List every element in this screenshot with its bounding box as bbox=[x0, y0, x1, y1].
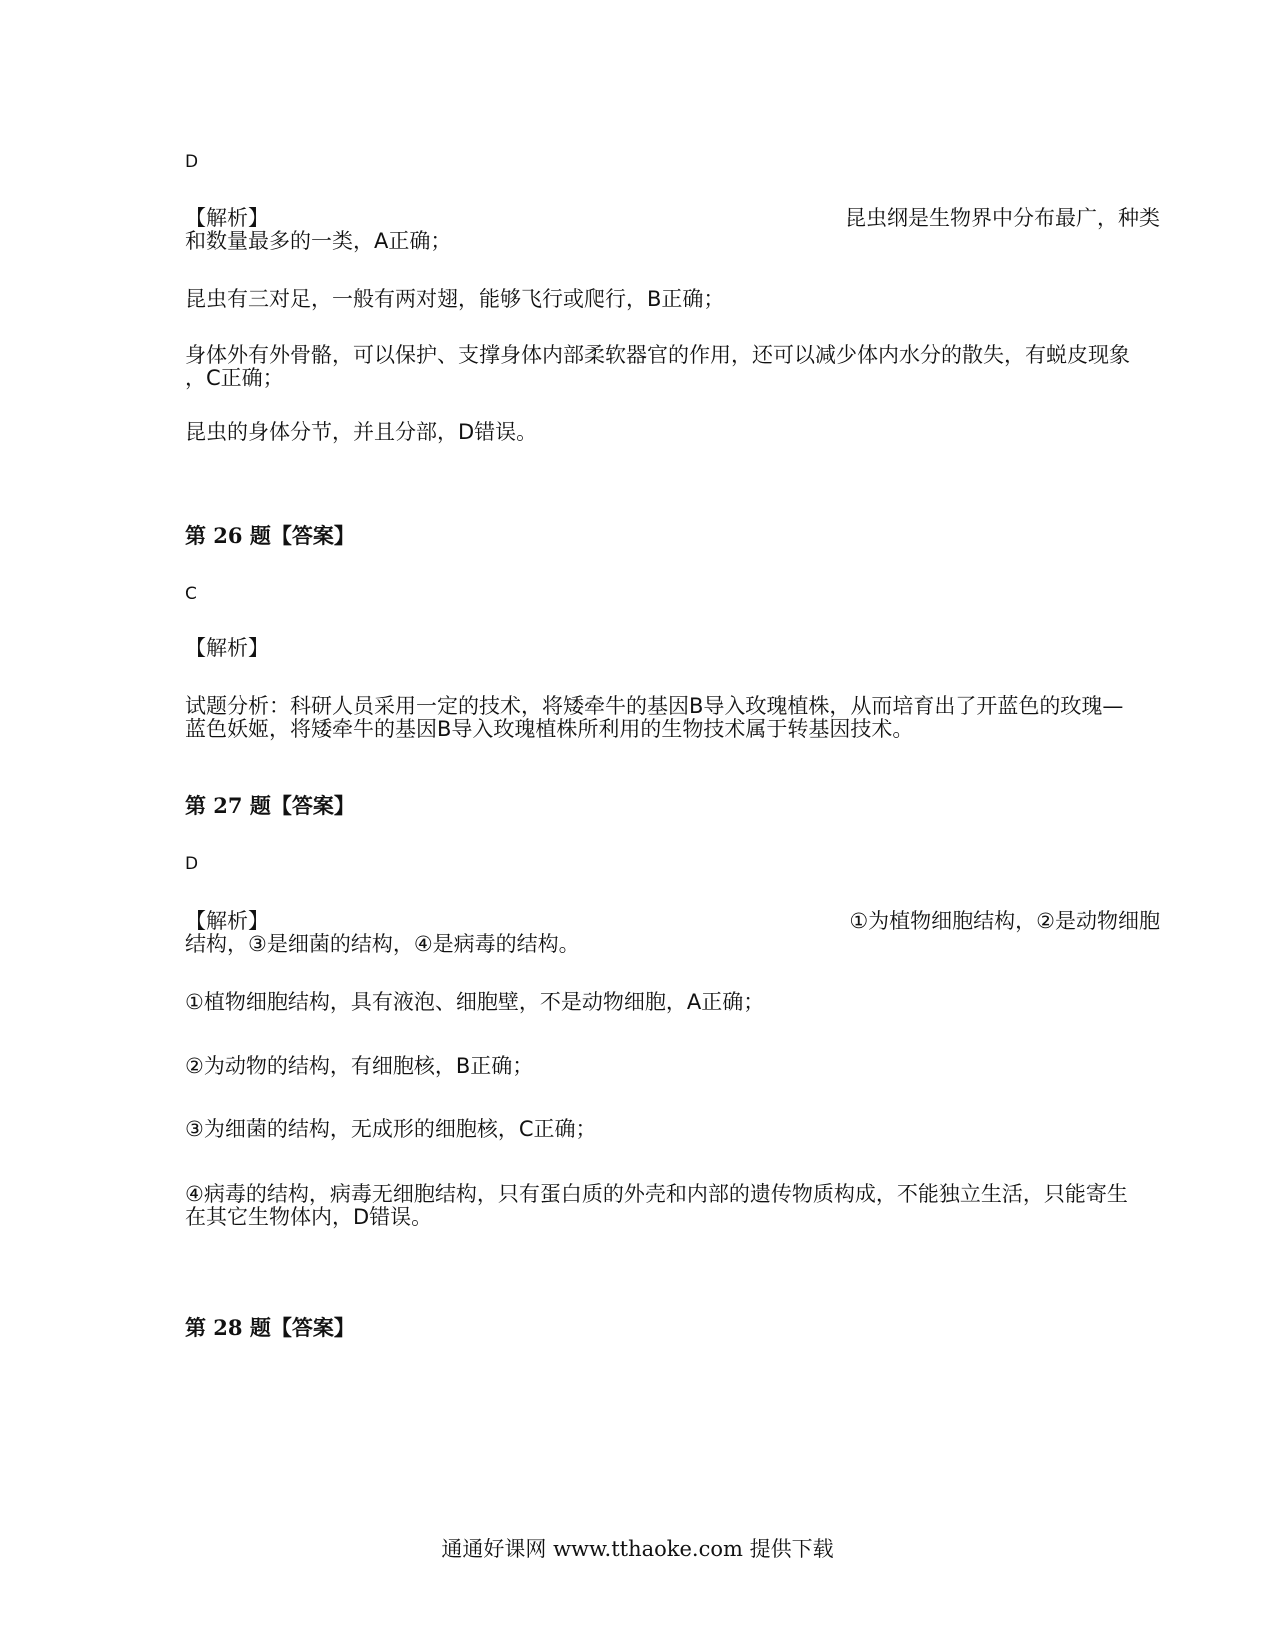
q25-analysis-first-line bbox=[185, 206, 1160, 230]
page-footer: 通通好课网 www.tthaoke.com 提供下载 bbox=[441, 1537, 834, 1561]
q27-answer: D bbox=[185, 854, 199, 874]
q26-heading: 第 26 题【答案】 bbox=[185, 523, 355, 548]
q25-answer: D bbox=[185, 152, 199, 172]
q27-paragraph-plant-cell: ①植物细胞结构，具有液泡、细胞壁，不是动物细胞，A正确； bbox=[185, 990, 765, 1014]
q27-analysis-text-right: ①为植物细胞结构，②是动物细胞 bbox=[849, 909, 1160, 933]
q27-paragraph-animal-cell: ②为动物的结构，有细胞核，B正确； bbox=[185, 1054, 534, 1078]
q25-paragraph-segments: 昆虫的身体分节，并且分部，D错误。 bbox=[185, 420, 538, 444]
q27-paragraph-virus-line1: ④病毒的结构，病毒无细胞结构，只有蛋白质的外壳和内部的遗传物质构成，不能独立生活，只能寄生 bbox=[185, 1182, 1128, 1206]
q28-heading: 第 28 题【答案】 bbox=[185, 1315, 355, 1340]
q27-analysis-second-line: 结构，③是细菌的结构，④是病毒的结构。 bbox=[185, 932, 580, 956]
q26-paragraph-line2: 蓝色妖姬，将矮牵牛的基因B导入玫瑰植株所利用的生物技术属于转基因技术。 bbox=[185, 717, 914, 741]
q25-paragraph-exoskeleton-line1: 身体外有外骨骼，可以保护、支撑身体内部柔软器官的作用，还可以减少体内水分的散失，有蜕皮现象 bbox=[185, 343, 1130, 367]
q26-paragraph-line1: 试题分析：科研人员采用一定的技术，将矮牵牛的基因B导入玫瑰植株，从而培育出了开蓝色的玫瑰— bbox=[185, 694, 1124, 718]
q27-analysis-first-line bbox=[185, 909, 1160, 933]
q27-paragraph-virus-line2: 在其它生物体内，D错误。 bbox=[185, 1205, 433, 1229]
q27-heading: 第 27 题【答案】 bbox=[185, 793, 355, 818]
q25-paragraph-legs: 昆虫有三对足，一般有两对翅，能够飞行或爬行，B正确； bbox=[185, 287, 725, 311]
q25-paragraph-exoskeleton-line2: ，C正确； bbox=[185, 366, 284, 390]
q25-analysis-text-right: 昆虫纲是生物界中分布最广，种类 bbox=[845, 206, 1160, 230]
q27-analysis-label: 【解析】 bbox=[185, 909, 269, 933]
q26-answer: C bbox=[185, 584, 197, 604]
q26-analysis-label: 【解析】 bbox=[185, 636, 269, 660]
q25-analysis-label: 【解析】 bbox=[185, 206, 269, 230]
q27-paragraph-bacteria: ③为细菌的结构，无成形的细胞核，C正确； bbox=[185, 1117, 597, 1141]
q25-analysis-second-line: 和数量最多的一类，A正确； bbox=[185, 229, 452, 253]
